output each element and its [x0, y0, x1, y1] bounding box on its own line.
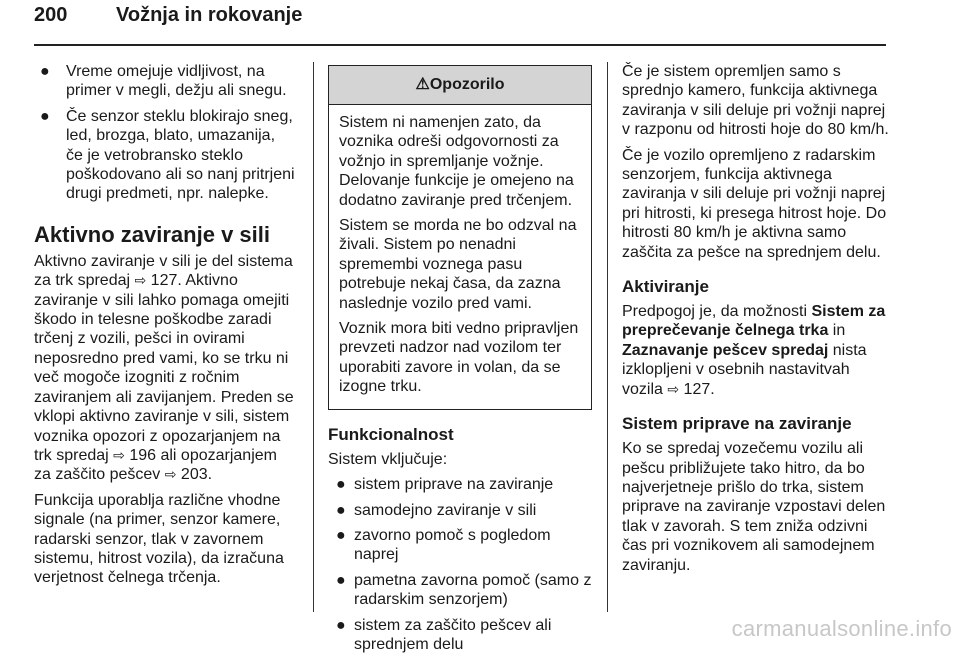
chapter-title: Vožnja in rokovanje — [116, 4, 303, 26]
section-heading: Funkcionalnost — [328, 424, 454, 444]
bullet-icon: ● — [40, 63, 50, 80]
list-item: ● sistem priprave na zaviranje — [336, 476, 554, 494]
intro-text: Sistem vključuje: — [328, 450, 448, 468]
feature-list — [328, 475, 592, 654]
warning-body — [329, 105, 591, 409]
watermark: carmanualsonline.info — [731, 616, 952, 641]
page-ref-icon[interactable]: ⇨ — [134, 272, 147, 289]
list-item: ● zavorno pomoč s pogledom naprej — [336, 526, 551, 564]
radar-paragraph: Če je vozilo opremljeno z radarskim senzorjem, funkcija aktivnega zaviranja v sili deluje pri vožnji naprej pri hitrosti, ki presega hitrost hoje. Do hitrosti 80 km/h je aktivna samo zaščita za pešce na sprednjem delu. — [622, 146, 887, 261]
section-heading: Sistem priprave na zaviranje — [622, 414, 852, 434]
setting-name: Zaznavanje pešcev spredaj — [622, 341, 829, 359]
page-ref-icon[interactable]: ⇨ — [164, 466, 177, 483]
section-heading: Aktiviranje — [622, 277, 709, 297]
page-header — [34, 2, 886, 46]
page-number: 200 — [34, 4, 68, 26]
list-item: ● samodejno zaviranje v sili — [336, 501, 537, 519]
bullet-icon: ● — [336, 526, 346, 544]
list-item: ● pametna zavorna pomoč (samo z radarskim senzorjem) — [336, 571, 592, 609]
column-2 — [328, 62, 592, 660]
condition-list — [34, 62, 296, 204]
page-ref-icon[interactable]: ⇨ — [113, 446, 125, 463]
column-divider — [313, 62, 314, 612]
header-rule — [34, 44, 886, 46]
warning-box — [328, 65, 592, 410]
list-item: ● Vreme omejuje vidljivost, na primer v megli, dežju ali snegu. — [40, 63, 287, 100]
list-item: ● sistem za zaščito pešcev ali sprednjem delu — [336, 616, 552, 653]
bullet-icon: ● — [40, 107, 50, 125]
setting-name: Sistem za preprečevanje čelnega trka — [622, 303, 886, 340]
activation-paragraph: Predpogoj je, da možnosti Sistem za preprečevanje čelnega trka in Zaznavanje pešcev spredaj nista izklopljeni v osebnih nastavitvah vozila ⇨ 127. — [622, 303, 886, 398]
warning-title: Opozorilo — [429, 76, 505, 93]
intro-paragraph: Aktivno zaviranje v sili je del sistema za trk spredaj ⇨ 127. Aktivno zaviranje v sili lahko pomaga omejiti škodo in telesne poškodbe zaradi trčenj z vozili, pešci in ovirami neposredno pred vami, ko se trku ni več mogoče izogniti z ročnim zaviranjem ali zavijanjem. Preden se vklopi aktivno zaviranje v sili, sistem voznika opozori z opozarjanjem na trk spredaj ⇨ 196 ali opozarjanjem za zaščito pešcev ⇨ 203. — [34, 252, 294, 484]
warning-paragraph: Sistem se morda ne bo odzval na živali. Sistem po nenadni spremembi voznega pasu potrebuje nekaj časa, da zazna naslednje vozilo pred vami. — [339, 217, 577, 312]
section-heading: Aktivno zaviranje v sili — [34, 221, 270, 247]
bullet-icon: ● — [336, 571, 346, 589]
bullet-icon: ● — [336, 501, 346, 519]
prefill-paragraph: Ko se spredaj vozečemu vozilu ali pešcu približujete tako hitro, da bo najverjetneje prišlo do trka, sistem priprave na zaviranje vzpostavi delen tlak v zavorah. S tem zniža odzivni čas pri voznikovem ali samodejnem zaviranju. — [622, 440, 886, 574]
page-ref-icon[interactable]: ⇨ — [667, 380, 680, 397]
warning-paragraph: Sistem ni namenjen zato, da voznika odreši odgovornosti za vožnjo in spremljanje vožnje. Delovanje funkcije je omejeno na dodatno zaviranje pred trčenjem. — [339, 114, 574, 209]
bullet-icon: ● — [336, 616, 346, 634]
function-paragraph: Funkcija uporablja različne vhodne signale (na primer, senzor kamere, radarski senzor, tlak v zavornem sistemu, hitrost vozila), da izračuna verjetnost čelnega trčenja. — [34, 491, 284, 587]
column-divider — [607, 62, 608, 612]
warning-icon: ⚠ — [415, 76, 430, 93]
column-3 — [622, 62, 890, 581]
column-1 — [34, 62, 296, 594]
warning-header — [329, 66, 591, 105]
warning-paragraph: Voznik mora biti vedno pripravljen prevzeti nadzor nad vozilom ter uporabiti zavore in volan, da se izogne trku. — [339, 320, 579, 396]
bullet-icon: ● — [336, 476, 346, 494]
list-item: ● Če senzor steklu blokirajo sneg, led, brozga, blato, umazanija, če je vetrobransko steklo poškodovano ali so nanj pritrjeni drugi predmeti, npr. nalepke. — [40, 107, 295, 203]
camera-paragraph: Če je sistem opremljen samo s sprednjo kamero, funkcija aktivnega zaviranja v sili deluje pri vožnji naprej v razponu od hitrosti hoje do 80 km/h. — [622, 63, 889, 139]
